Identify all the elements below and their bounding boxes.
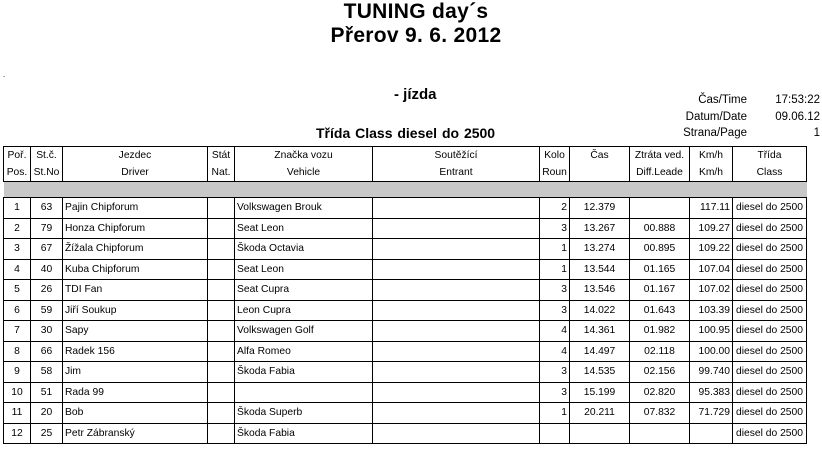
round-cell: 1 [540,259,570,280]
diff-cell: 07.832 [630,403,690,424]
diff-cell: 02.820 [630,382,690,403]
start-number-cell: 63 [31,198,63,219]
entrant-cell [373,321,540,342]
meta-date-value: 09.06.12 [775,110,820,123]
vehicle-cell: Volkswagen Golf [235,321,373,342]
table-row [4,300,807,321]
table-row [4,321,807,342]
table-row [4,280,807,301]
time-cell [570,423,630,444]
entrant-cell [373,382,540,403]
time-cell: 15.199 [570,382,630,403]
vehicle-cell: Seat Leon [235,259,373,280]
nat-cell [208,300,235,321]
pos-cell: 10 [4,382,31,403]
pos-cell: 12 [4,423,31,444]
time-cell: 14.361 [570,321,630,342]
driver-cell: Kuba Chipforum [63,259,208,280]
round-cell: 2 [540,198,570,219]
pos-cell: 5 [4,280,31,301]
meta-time-value: 17:53:22 [775,94,820,106]
report-title: TUNING day´s [343,0,489,23]
kmh-cell: 107.04 [690,259,733,280]
nat-cell [208,362,235,383]
col-header-time-en [570,164,630,182]
meta-time-label: Čas/Time [698,94,747,106]
nat-cell [208,321,235,342]
session-label: - jízda [394,86,437,103]
class-cell: diesel do 2500 [733,239,807,260]
col-header-pos-en: Pos. [4,164,31,182]
driver-cell: Petr Zábranský [63,423,208,444]
kmh-cell: 117.11 [690,198,733,219]
col-header-class: Třída [733,147,807,165]
results-table [3,146,807,444]
driver-cell: Honza Chipforum [63,218,208,239]
start-number-cell: 20 [31,403,63,424]
time-cell: 14.022 [570,300,630,321]
pos-cell: 3 [4,239,31,260]
round-cell: 4 [540,321,570,342]
round-cell: 4 [540,341,570,362]
vehicle-cell [235,382,373,403]
start-number-cell: 40 [31,259,63,280]
nat-cell [208,259,235,280]
entrant-cell [373,423,540,444]
start-number-cell: 26 [31,280,63,301]
start-number-cell: 66 [31,341,63,362]
vehicle-cell: Volkswagen Brouk [235,198,373,219]
table-row [4,198,807,219]
entrant-cell [373,239,540,260]
time-cell: 14.535 [570,362,630,383]
diff-cell [630,423,690,444]
stray-dot: . [3,70,6,79]
time-cell: 13.546 [570,280,630,301]
class-heading: Třída Class diesel do 2500 [316,125,496,141]
kmh-cell: 109.27 [690,218,733,239]
pos-cell: 7 [4,321,31,342]
diff-cell: 00.888 [630,218,690,239]
class-cell: diesel do 2500 [733,321,807,342]
kmh-cell: 71.729 [690,403,733,424]
time-cell: 13.274 [570,239,630,260]
nat-cell [208,280,235,301]
diff-cell: 02.156 [630,362,690,383]
table-row [4,423,807,444]
class-cell: diesel do 2500 [733,218,807,239]
kmh-cell: 109.22 [690,239,733,260]
round-cell: 3 [540,300,570,321]
round-cell: 3 [540,382,570,403]
nat-cell [208,239,235,260]
report-subtitle: Přerov 9. 6. 2012 [330,24,502,47]
col-header-driver-en: Driver [63,164,208,182]
entrant-cell [373,341,540,362]
table-row [4,259,807,280]
col-header-class-en: Class [733,164,807,182]
table-row [4,403,807,424]
kmh-cell [690,423,733,444]
driver-cell: Pajin Chipforum [63,198,208,219]
pos-cell: 9 [4,362,31,383]
col-header-vehicle: Značka vozu [235,147,373,165]
nat-cell [208,423,235,444]
kmh-cell: 99.740 [690,362,733,383]
col-header-diff: Ztráta ved. [630,147,690,165]
class-cell: diesel do 2500 [733,403,807,424]
time-cell: 13.544 [570,259,630,280]
driver-cell: Rada 99 [63,382,208,403]
driver-cell: Žížala Chipforum [63,239,208,260]
class-cell: diesel do 2500 [733,362,807,383]
start-number-cell: 67 [31,239,63,260]
time-cell: 13.267 [570,218,630,239]
class-cell: diesel do 2500 [733,382,807,403]
time-cell: 20.211 [570,403,630,424]
col-header-kmh: Km/h [690,147,733,165]
nat-cell [208,403,235,424]
table-row [4,218,807,239]
col-header-time: Čas [570,147,630,165]
vehicle-cell: Škoda Octavia [235,239,373,260]
vehicle-cell: Seat Leon [235,218,373,239]
kmh-cell: 103.39 [690,300,733,321]
class-cell: diesel do 2500 [733,341,807,362]
driver-cell: Jim [63,362,208,383]
time-cell: 12.379 [570,198,630,219]
class-cell: diesel do 2500 [733,423,807,444]
driver-cell: Bob [63,403,208,424]
col-header-entrant-en: Entrant [373,164,540,182]
driver-cell: Sapy [63,321,208,342]
nat-cell [208,382,235,403]
driver-cell: Radek 156 [63,341,208,362]
col-header-round-en: Roun [540,164,570,182]
entrant-cell [373,362,540,383]
round-cell: 1 [540,403,570,424]
class-cell: diesel do 2500 [733,259,807,280]
meta-date-row [600,109,822,126]
table-row [4,362,807,383]
entrant-cell [373,403,540,424]
start-number-cell: 30 [31,321,63,342]
entrant-cell [373,280,540,301]
pos-cell: 1 [4,198,31,219]
pos-cell: 4 [4,259,31,280]
header-row-en [4,164,807,182]
col-header-nat: Stát [208,147,235,165]
class-cell: diesel do 2500 [733,198,807,219]
start-number-cell: 79 [31,218,63,239]
diff-cell: 01.982 [630,321,690,342]
col-header-vehicle-en: Vehicle [235,164,373,182]
entrant-cell [373,300,540,321]
nat-cell [208,218,235,239]
nat-cell [208,198,235,219]
col-header-round: Kolo [540,147,570,165]
col-header-no-en: St.No [31,164,63,182]
col-header-diff-en: Diff.Leade [630,164,690,182]
meta-page-value: 1 [813,127,820,139]
entrant-cell [373,218,540,239]
kmh-cell: 107.02 [690,280,733,301]
vehicle-cell: Škoda Superb [235,403,373,424]
table-row [4,382,807,403]
nat-cell [208,341,235,362]
col-header-nat-en: Nat. [208,164,235,182]
col-header-driver: Jezdec [63,147,208,165]
kmh-cell: 100.95 [690,321,733,342]
col-header-entrant: Soutěžící [373,147,540,165]
vehicle-cell: Škoda Fabia [235,423,373,444]
start-number-cell: 51 [31,382,63,403]
kmh-cell: 100.00 [690,341,733,362]
pos-cell: 11 [4,403,31,424]
meta-time-row [600,92,822,109]
diff-cell [630,198,690,219]
meta-page-row [600,125,822,142]
meta-page-label: Strana/Page [683,127,747,139]
diff-cell: 01.167 [630,280,690,301]
time-cell: 14.497 [570,341,630,362]
vehicle-cell: Alfa Romeo [235,341,373,362]
diff-cell: 02.118 [630,341,690,362]
start-number-cell: 58 [31,362,63,383]
col-header-kmh-en: Km/h [690,164,733,182]
header-row-cz [4,147,807,165]
pos-cell: 2 [4,218,31,239]
separator-bar [4,182,807,198]
round-cell: 3 [540,218,570,239]
diff-cell: 01.165 [630,259,690,280]
pos-cell: 6 [4,300,31,321]
col-header-pos: Poř. [4,147,31,165]
class-cell: diesel do 2500 [733,300,807,321]
col-header-no: St.č. [31,147,63,165]
driver-cell: TDI Fan [63,280,208,301]
driver-cell: Jiří Soukup [63,300,208,321]
round-cell: 1 [540,239,570,260]
report-meta [600,92,822,142]
vehicle-cell: Seat Cupra [235,280,373,301]
start-number-cell: 59 [31,300,63,321]
table-row [4,239,807,260]
separator-row [4,182,807,198]
pos-cell: 8 [4,341,31,362]
round-cell: 3 [540,362,570,383]
table-row [4,341,807,362]
meta-date-label: Datum/Date [685,110,747,123]
diff-cell: 01.643 [630,300,690,321]
round-cell: 3 [540,280,570,301]
vehicle-cell: Škoda Fabia [235,362,373,383]
start-number-cell: 25 [31,423,63,444]
vehicle-cell: Leon Cupra [235,300,373,321]
entrant-cell [373,198,540,219]
entrant-cell [373,259,540,280]
round-cell [540,423,570,444]
class-cell: diesel do 2500 [733,280,807,301]
diff-cell: 00.895 [630,239,690,260]
kmh-cell: 95.383 [690,382,733,403]
